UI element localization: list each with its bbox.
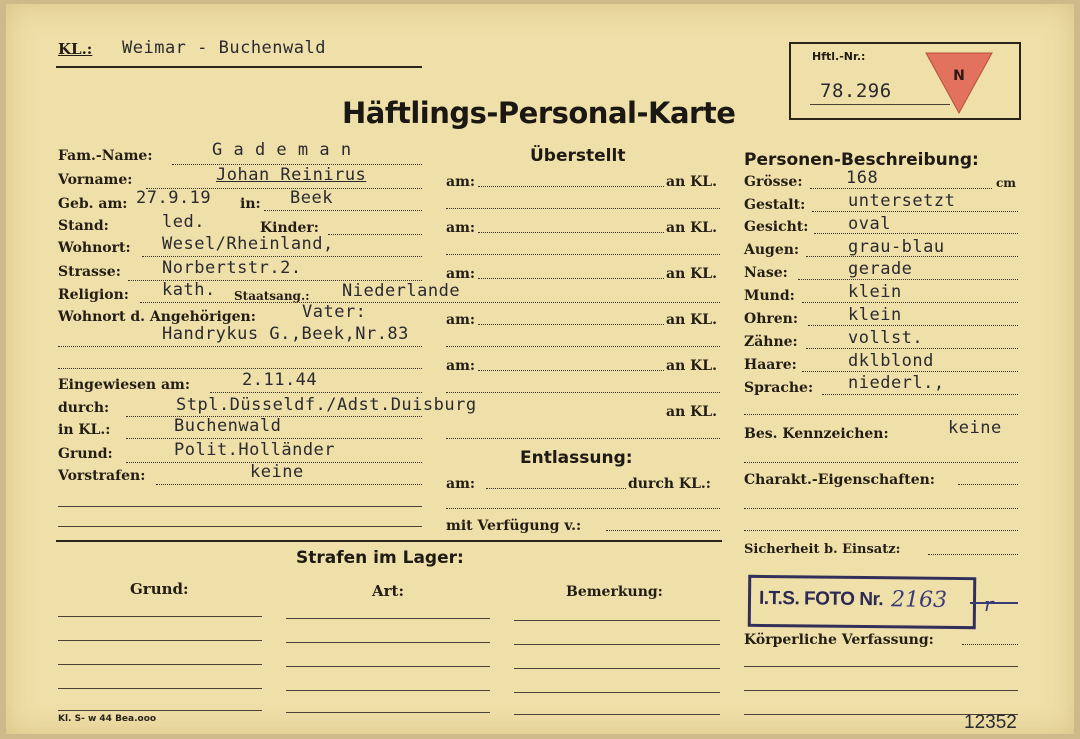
koerper-line — [962, 644, 1018, 645]
eingewiesen-value: 2.11.44 — [242, 370, 318, 390]
transfer-ankl-label: an KL. — [666, 220, 718, 236]
penalty-line — [58, 710, 262, 711]
mund-line — [802, 302, 1018, 303]
eingewiesen-label: Eingewiesen am: — [58, 377, 191, 393]
grund-value: Polit.Holländer — [174, 440, 336, 460]
penalty-line — [58, 640, 262, 641]
sicherheit-line — [928, 554, 1018, 555]
transfer-ankl-label: an KL. — [666, 404, 718, 420]
in-label: in: — [240, 196, 261, 212]
inkl-label: in KL.: — [58, 422, 111, 438]
kl-underline — [56, 66, 422, 68]
religion-label: Religion: — [58, 287, 129, 303]
haare-label: Haare: — [744, 357, 797, 373]
nase-value: gerade — [848, 259, 913, 279]
transfer-am-line — [478, 232, 664, 233]
stamp-text: I.T.S. FOTO Nr. — [758, 587, 884, 611]
kinder-line — [328, 234, 422, 235]
penalty-line — [514, 692, 720, 693]
ohren-line — [808, 325, 1018, 326]
penalties-bemerkung-col: Bemerkung: — [566, 584, 663, 600]
staatsang-value: Niederlande — [342, 281, 461, 301]
blank-line-1 — [58, 368, 422, 369]
nase-line — [798, 279, 1018, 280]
koerper-label: Körperliche Verfassung: — [744, 632, 934, 648]
penalty-line — [286, 666, 490, 667]
kinder-label: Kinder: — [260, 220, 319, 236]
strasse-label: Strasse: — [58, 264, 121, 280]
vorname-value: Johan Reinirus — [216, 165, 367, 185]
transfer-am-line — [478, 278, 664, 279]
transfer-blank-line — [446, 438, 720, 439]
augen-value: grau-blau — [848, 237, 945, 257]
zaehne-value: vollst. — [848, 328, 924, 348]
card-title: Häftlings-Personal-Karte — [342, 96, 736, 130]
angehoerige-line — [58, 346, 422, 347]
transfer-blank-line — [446, 254, 720, 255]
kennzeichen-label: Bes. Kennzeichen: — [744, 426, 889, 442]
kl-value: Weimar - Buchenwald — [122, 38, 326, 58]
penalty-line — [514, 714, 720, 715]
penalty-line — [58, 616, 262, 617]
sprache-value: niederl., — [848, 373, 945, 393]
nase-label: Nase: — [744, 265, 788, 281]
blank-line-3 — [58, 526, 422, 527]
groesse-label: Grösse: — [744, 174, 803, 190]
stand-value: led. — [162, 212, 205, 232]
charakt-line — [958, 484, 1018, 485]
transfer-am-label: am: — [446, 266, 476, 282]
penalties-art-col: Art: — [372, 582, 405, 600]
transfer-blank-line — [446, 208, 720, 209]
angehoerige-label: Wohnort d. Angehörigen: — [58, 309, 256, 325]
transfer-ankl-label: an KL. — [666, 312, 718, 328]
in-line — [264, 210, 422, 211]
print-code: Kl. S- w 44 Bea.ooo — [58, 714, 157, 724]
vorstrafen-line — [156, 484, 422, 485]
inkl-value: Buchenwald — [174, 416, 282, 436]
geb-value: 27.9.19 — [136, 188, 212, 208]
zaehne-line — [806, 348, 1018, 349]
transfer-am-label: am: — [446, 174, 476, 190]
entlassung-durch-kl-label: durch KL.: — [628, 476, 711, 492]
ueberstellt-title: Überstellt — [530, 146, 626, 166]
card-number: 12352 — [964, 712, 1017, 733]
transfer-ankl-label: an KL. — [666, 266, 718, 282]
kl-label: KL.: — [58, 40, 93, 58]
haare-value: dklblond — [848, 351, 934, 371]
penalty-line — [514, 620, 720, 621]
fam-name-value: G a d e m a n — [212, 140, 352, 160]
strasse-value: Norbertstr.2. — [162, 258, 302, 278]
eingewiesen-line — [210, 392, 422, 393]
grund-label: Grund: — [58, 446, 113, 462]
penalties-grund-col: Grund: — [130, 580, 189, 598]
entlassung-blank-line — [446, 508, 720, 509]
penalty-line — [514, 668, 720, 669]
transfer-blank-line — [446, 346, 720, 347]
fam-name-label: Fam.-Name: — [58, 148, 153, 164]
wohnort-line — [142, 256, 422, 257]
entlassung-am-label: am: — [446, 476, 476, 492]
religion-line — [140, 302, 720, 303]
koerper-blank-line-2 — [744, 690, 1018, 691]
stand-label: Stand: — [58, 218, 109, 234]
vorstrafen-label: Vorstrafen: — [58, 468, 146, 484]
verfuegung-line — [606, 530, 720, 531]
angehoerige-value-1: Vater: — [302, 302, 367, 322]
groesse-value: 168 — [846, 168, 879, 188]
prisoner-number-value: 78.296 — [820, 80, 892, 102]
religion-value: kath. — [162, 280, 216, 300]
penalty-line — [286, 642, 490, 643]
kennzeichen-blank-line — [744, 462, 1018, 463]
entlassung-am-line — [486, 488, 626, 489]
penalty-line — [286, 712, 490, 713]
zaehne-label: Zähne: — [744, 334, 798, 350]
triangle-letter: N — [953, 68, 965, 84]
stamp-suffix: r — [984, 592, 994, 616]
penalty-line — [514, 644, 720, 645]
sprache-label: Sprache: — [744, 380, 814, 396]
durch-label: durch: — [58, 400, 110, 416]
penalty-line — [286, 690, 490, 691]
transfer-ankl-label: an KL. — [666, 174, 718, 190]
transfer-blank-line — [446, 392, 720, 393]
penalty-line — [58, 664, 262, 665]
koerper-blank-line-1 — [744, 666, 1018, 667]
mund-label: Mund: — [744, 288, 795, 304]
transfer-am-label: am: — [446, 312, 476, 328]
gestalt-value: untersetzt — [848, 191, 956, 211]
groesse-line — [810, 188, 992, 189]
gesicht-value: oval — [848, 214, 891, 234]
inkl-line — [126, 438, 422, 439]
sicherheit-label: Sicherheit b. Einsatz: — [744, 542, 901, 557]
ohren-label: Ohren: — [744, 311, 799, 327]
staatsang-label: Staatsang.: — [234, 289, 310, 303]
charakt-blank-line-2 — [744, 530, 1018, 531]
transfer-am-line — [478, 324, 664, 325]
gestalt-line — [812, 211, 1018, 212]
entlassung-title: Entlassung: — [520, 448, 633, 468]
kennzeichen-value: keine — [948, 418, 1002, 438]
angehoerige-value-2: Handrykus G.,Beek,Nr.83 — [162, 324, 409, 344]
red-triangle-badge — [924, 50, 994, 116]
penalty-line — [58, 688, 262, 689]
stamp-pen-line — [970, 602, 1018, 604]
haare-line — [802, 371, 1018, 372]
penalty-line — [286, 618, 490, 619]
vorname-label: Vorname: — [58, 172, 133, 188]
description-blank-line — [744, 414, 1018, 415]
wohnort-label: Wohnort: — [58, 240, 131, 256]
geb-label: Geb. am: — [58, 196, 128, 212]
gesicht-line — [814, 233, 1018, 234]
transfer-am-label: am: — [446, 358, 476, 374]
transfer-am-line — [478, 370, 664, 371]
in-value: Beek — [290, 188, 333, 208]
prisoner-card — [6, 4, 1074, 734]
prisoner-number-label: Hftl.-Nr.: — [812, 50, 866, 63]
transfer-am-line — [478, 186, 664, 187]
charakt-blank-line-1 — [744, 508, 1018, 509]
charakt-label: Charakt.-Eigenschaften: — [744, 472, 935, 488]
groesse-unit: cm — [996, 176, 1017, 190]
transfer-am-label: am: — [446, 220, 476, 236]
transfer-ankl-label: an KL. — [666, 358, 718, 374]
sprache-line — [822, 394, 1018, 395]
gestalt-label: Gestalt: — [744, 197, 806, 213]
wohnort-value: Wesel/Rheinland, — [162, 234, 334, 254]
augen-line — [806, 256, 1018, 257]
augen-label: Augen: — [744, 242, 800, 258]
blank-line-2 — [58, 506, 422, 507]
section-divider — [56, 540, 722, 542]
durch-value: Stpl.Düsseldf./Adst.Duisburg — [176, 395, 477, 415]
penalties-title: Strafen im Lager: — [296, 548, 464, 568]
mund-value: klein — [848, 282, 902, 302]
description-title: Personen-Beschreibung: — [744, 150, 979, 170]
gesicht-label: Gesicht: — [744, 219, 809, 235]
ohren-value: klein — [848, 305, 902, 325]
verfuegung-label: mit Verfügung v.: — [446, 518, 582, 534]
stamp-number: 2163 — [890, 587, 948, 613]
vorstrafen-value: keine — [250, 462, 304, 482]
its-photo-stamp — [748, 575, 977, 629]
